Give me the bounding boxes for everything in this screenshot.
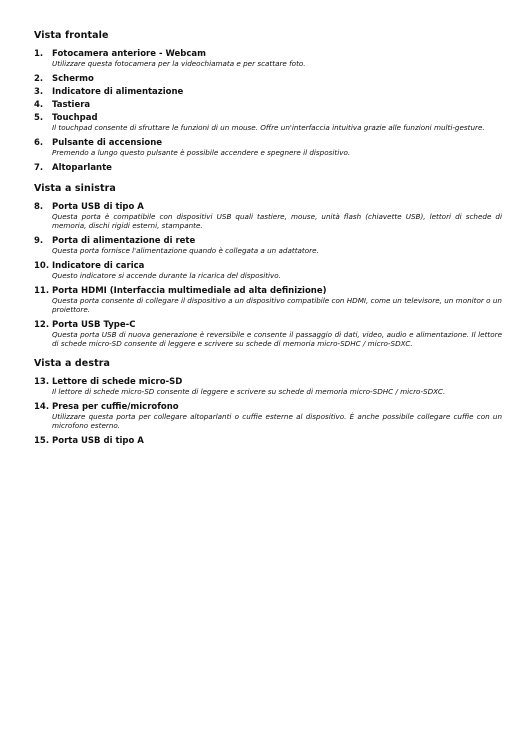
list-item	[34, 74, 502, 84]
item-number: 15.	[34, 436, 50, 446]
item-title: Porta HDMI (Interfaccia multimediale ad alta definizione)	[52, 286, 327, 296]
item-title: Presa per cuffie/microfono	[52, 402, 179, 412]
item-title: Touchpad	[52, 113, 98, 123]
item-number: 12.	[34, 320, 50, 330]
list-item	[34, 286, 502, 314]
item-description: Il lettore di schede micro-SD consente di leggere e scrivere su schede di memoria micro-SDHC / micro-SDXC.	[52, 387, 446, 396]
list-item	[34, 87, 502, 97]
item-number: 11.	[34, 286, 50, 296]
list-item	[34, 138, 502, 157]
item-number: 13.	[34, 377, 50, 387]
list-item	[34, 49, 502, 68]
list-item	[34, 402, 502, 430]
section-title: Vista a sinistra	[34, 183, 116, 194]
item-number: 14.	[34, 402, 50, 412]
list-item	[34, 377, 502, 396]
list-item	[34, 436, 502, 446]
item-title: Porta USB di tipo A	[52, 436, 144, 446]
item-number: 10.	[34, 261, 50, 271]
document-page	[34, 30, 502, 449]
item-title: Porta di alimentazione di rete	[52, 236, 196, 246]
item-number: 3.	[34, 87, 44, 97]
item-title: Porta USB Type-C	[52, 320, 136, 330]
list-item	[34, 202, 502, 230]
item-title: Lettore di schede micro-SD	[52, 377, 183, 387]
section-left	[34, 183, 502, 348]
list-item	[34, 236, 502, 255]
list-item	[34, 320, 502, 348]
item-description: Utilizzare questa porta per collegare altoparlanti o cuffie esterne al dispositivo. È anche possibile collegare cuffie con un microfono esterno.	[52, 412, 502, 430]
item-title: Pulsante di accensione	[52, 138, 163, 148]
item-number: 9.	[34, 236, 44, 246]
item-title: Indicatore di carica	[52, 261, 145, 271]
section-title: Vista frontale	[34, 30, 109, 41]
item-description: Il touchpad consente di sfruttare le funzioni di un mouse. Offre un'interfaccia intuitiva grazie alle funzioni multi-gesture.	[52, 123, 485, 132]
item-number: 8.	[34, 202, 44, 212]
list-item	[34, 100, 502, 110]
item-description: Utilizzare questa fotocamera per la videochiamata e per scattare foto.	[52, 59, 306, 68]
item-description: Premendo a lungo questo pulsante è possibile accendere e spegnere il dispositivo.	[52, 148, 351, 157]
item-description: Questa porta fornisce l'alimentazione quando è collegata a un adattatore.	[52, 246, 319, 255]
item-description: Questa porta è compatibile con dispositivi USB quali tastiere, mouse, unità flash (chiavette USB), lettori di schede di memoria, dischi rigidi esterni, stampante.	[52, 212, 502, 230]
section-front	[34, 30, 502, 173]
item-number: 7.	[34, 163, 44, 173]
item-title: Schermo	[52, 74, 94, 84]
item-title: Fotocamera anteriore - Webcam	[52, 49, 207, 59]
item-number: 6.	[34, 138, 44, 148]
item-description: Questo indicatore si accende durante la ricarica del dispositivo.	[52, 271, 281, 280]
item-number: 1.	[34, 49, 44, 59]
item-description: Questa porta USB di nuova generazione è reversibile e consente il passaggio di dati, video, audio e alimentazione. Il lettore di schede micro-SD consente di leggere e scrivere su schede di memoria micro-SDHC / micro-SDXC.	[52, 330, 502, 348]
list-item	[34, 113, 502, 132]
item-title: Porta USB di tipo A	[52, 202, 144, 212]
item-number: 4.	[34, 100, 44, 110]
item-title: Altoparlante	[52, 163, 112, 173]
item-title: Indicatore di alimentazione	[52, 87, 184, 97]
item-description: Questa porta consente di collegare il dispositivo a un dispositivo compatibile con HDMI, come un televisore, un monitor o un proiettore.	[52, 296, 502, 314]
item-number: 5.	[34, 113, 44, 123]
item-number: 2.	[34, 74, 44, 84]
item-title: Tastiera	[52, 100, 91, 110]
list-item	[34, 163, 502, 173]
section-right	[34, 358, 502, 446]
list-item	[34, 261, 502, 280]
section-title: Vista a destra	[34, 358, 111, 369]
